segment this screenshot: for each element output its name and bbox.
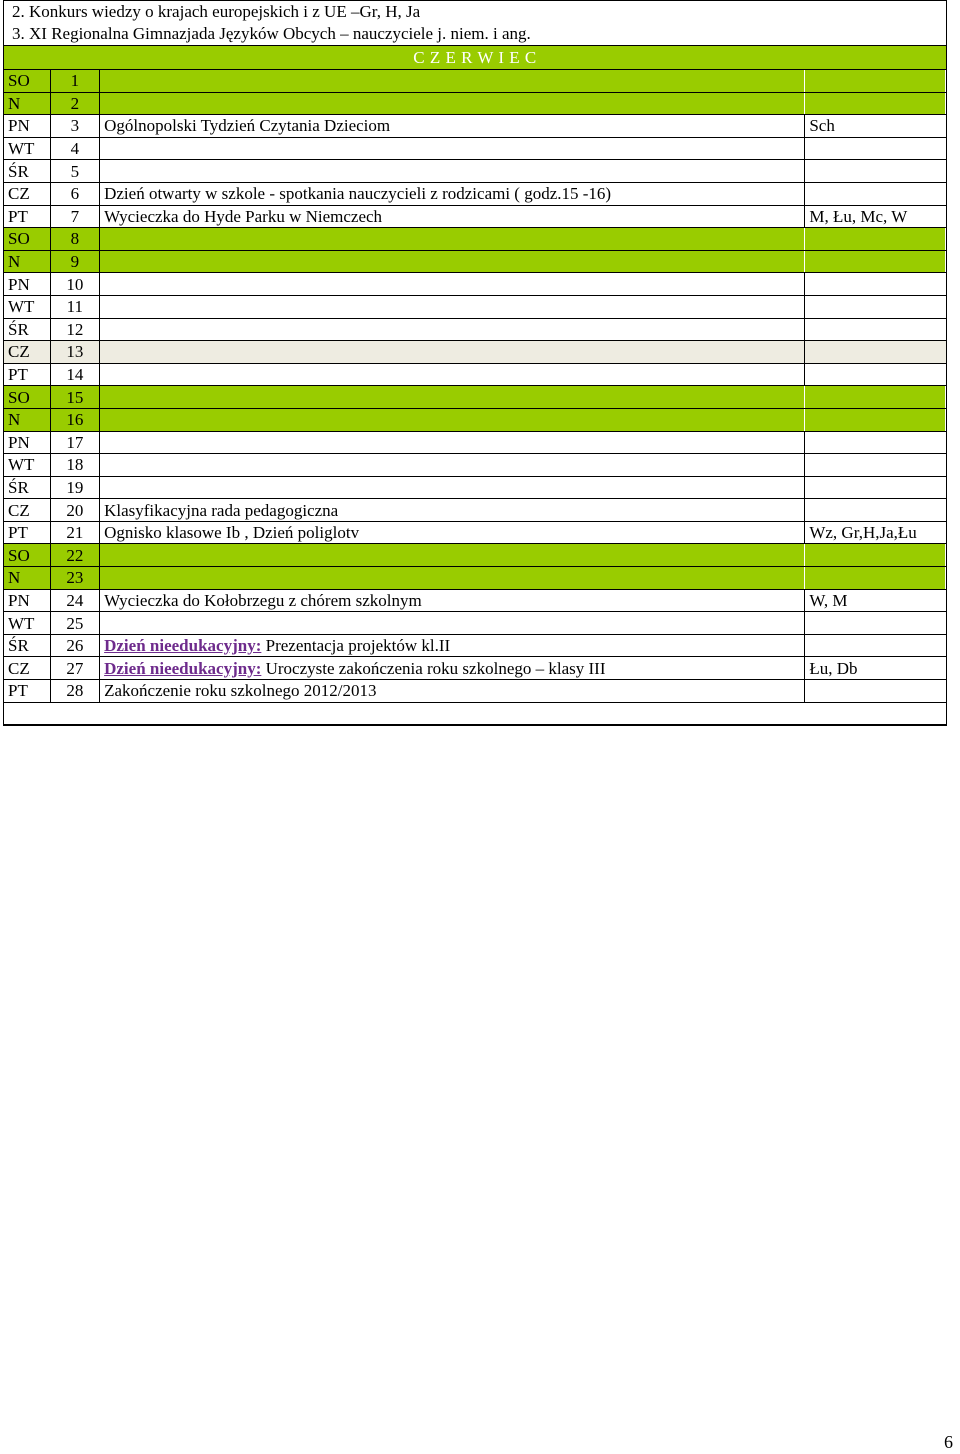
calendar-row <box>4 657 946 680</box>
calendar-row <box>4 273 946 296</box>
month-title: C Z E R W I E C <box>4 45 946 70</box>
calendar-row <box>4 363 946 386</box>
weekday-cell: PN <box>4 589 50 612</box>
calendar-row <box>4 499 946 522</box>
weekday-cell: SO <box>4 228 50 251</box>
date-cell: 22 <box>50 544 100 567</box>
event-cell <box>100 318 805 341</box>
event-cell <box>100 476 805 499</box>
weekday-cell: CZ <box>4 341 50 364</box>
event-cell: Dzień otwarty w szkole - spotkania nauczycieli z rodzicami ( godz.15 -16) <box>100 182 805 205</box>
event-cell <box>100 363 805 386</box>
weekday-cell: N <box>4 567 50 590</box>
weekday-cell: CZ <box>4 657 50 680</box>
calendar-table <box>4 70 946 703</box>
date-cell: 25 <box>50 612 100 635</box>
calendar-row <box>4 115 946 138</box>
event-cell <box>100 386 805 409</box>
responsible-cell <box>805 273 946 296</box>
calendar-row <box>4 680 946 703</box>
weekday-cell: PT <box>4 363 50 386</box>
date-cell: 7 <box>50 205 100 228</box>
responsible-cell <box>805 182 946 205</box>
empty-row <box>4 703 946 725</box>
weekday-cell: WT <box>4 612 50 635</box>
non-teaching-day-link[interactable]: Dzień nieedukacyjny: <box>104 658 262 678</box>
date-cell: 8 <box>50 228 100 251</box>
weekday-cell: WT <box>4 137 50 160</box>
responsible-cell <box>805 137 946 160</box>
responsible-cell <box>805 476 946 499</box>
event-cell <box>100 567 805 590</box>
date-cell: 24 <box>50 589 100 612</box>
weekday-cell: CZ <box>4 499 50 522</box>
responsible-cell <box>805 341 946 364</box>
date-cell: 16 <box>50 408 100 431</box>
date-cell: 1 <box>50 70 100 92</box>
responsible-cell <box>805 92 946 115</box>
non-teaching-day-link[interactable]: Dzień nieedukacyjny: <box>104 636 262 656</box>
weekday-cell: PN <box>4 273 50 296</box>
calendar-row <box>4 295 946 318</box>
intro-line: 2. Konkurs wiedzy o krajach europejskich i z UE –Gr, H, Ja <box>12 2 421 21</box>
calendar-row <box>4 386 946 409</box>
event-cell <box>100 341 805 364</box>
weekday-cell: PT <box>4 680 50 703</box>
responsible-cell <box>805 544 946 567</box>
weekday-cell: ŚR <box>4 476 50 499</box>
responsible-cell <box>805 499 946 522</box>
responsible-cell <box>805 160 946 183</box>
calendar-row <box>4 634 946 657</box>
event-cell: Klasyfikacyjna rada pedagogiczna <box>100 499 805 522</box>
date-cell: 15 <box>50 386 100 409</box>
calendar-row <box>4 567 946 590</box>
weekday-cell: WT <box>4 454 50 477</box>
weekday-cell: PT <box>4 521 50 544</box>
date-cell: 2 <box>50 92 100 115</box>
responsible-cell <box>805 634 946 657</box>
event-cell <box>100 228 805 251</box>
event-cell: Zakończenie roku szkolnego 2012/2013 <box>100 680 805 703</box>
date-cell: 5 <box>50 160 100 183</box>
calendar-row <box>4 318 946 341</box>
calendar-row <box>4 408 946 431</box>
calendar-row <box>4 205 946 228</box>
date-cell: 20 <box>50 499 100 522</box>
weekday-cell: SO <box>4 544 50 567</box>
date-cell: 12 <box>50 318 100 341</box>
calendar-row <box>4 70 946 92</box>
date-cell: 14 <box>50 363 100 386</box>
calendar-row <box>4 589 946 612</box>
responsible-cell: Wz, Gr,H,Ja,Łu <box>805 521 946 544</box>
date-cell: 19 <box>50 476 100 499</box>
event-text: Uroczyste zakończenia roku szkolnego – klasy III <box>261 658 606 678</box>
weekday-cell: SO <box>4 386 50 409</box>
event-cell <box>100 657 805 680</box>
date-cell: 27 <box>50 657 100 680</box>
event-cell <box>100 634 805 657</box>
responsible-cell: W, M <box>805 589 946 612</box>
responsible-cell <box>805 680 946 703</box>
event-cell <box>100 612 805 635</box>
responsible-cell <box>805 431 946 454</box>
date-cell: 13 <box>50 341 100 364</box>
event-cell: Wycieczka do Hyde Parku w Niemczech <box>100 205 805 228</box>
event-cell: Ogólnopolski Tydzień Czytania Dzieciom <box>100 115 805 138</box>
calendar-row <box>4 521 946 544</box>
calendar-frame <box>3 0 947 726</box>
responsible-cell <box>805 567 946 590</box>
event-cell <box>100 92 805 115</box>
date-cell: 6 <box>50 182 100 205</box>
weekday-cell: ŚR <box>4 318 50 341</box>
responsible-cell <box>805 612 946 635</box>
weekday-cell: PN <box>4 115 50 138</box>
event-cell <box>100 454 805 477</box>
responsible-cell <box>805 386 946 409</box>
calendar-row <box>4 341 946 364</box>
responsible-cell: Łu, Db <box>805 657 946 680</box>
responsible-cell <box>805 363 946 386</box>
weekday-cell: ŚR <box>4 634 50 657</box>
weekday-cell: WT <box>4 295 50 318</box>
calendar-row <box>4 228 946 251</box>
event-cell <box>100 544 805 567</box>
event-text: Prezentacja projektów kl.II <box>261 636 451 656</box>
calendar-row <box>4 92 946 115</box>
calendar-row <box>4 137 946 160</box>
weekday-cell: SO <box>4 70 50 92</box>
date-cell: 4 <box>50 137 100 160</box>
page-number: 6 <box>944 1432 953 1452</box>
date-cell: 9 <box>50 250 100 273</box>
event-cell <box>100 137 805 160</box>
responsible-cell <box>805 408 946 431</box>
responsible-cell <box>805 454 946 477</box>
intro-line: 3. XI Regionalna Gimnazjada Języków Obcych – nauczyciele j. niem. i ang. <box>12 24 531 43</box>
event-cell <box>100 295 805 318</box>
weekday-cell: PT <box>4 205 50 228</box>
responsible-cell: Sch <box>805 115 946 138</box>
calendar-row <box>4 476 946 499</box>
event-cell: Wycieczka do Kołobrzegu z chórem szkolnym <box>100 589 805 612</box>
calendar-footer-table <box>4 703 946 726</box>
weekday-cell: CZ <box>4 182 50 205</box>
calendar-row <box>4 160 946 183</box>
weekday-cell: N <box>4 250 50 273</box>
calendar-row <box>4 431 946 454</box>
event-cell <box>100 273 805 296</box>
date-cell: 11 <box>50 295 100 318</box>
date-cell: 10 <box>50 273 100 296</box>
date-cell: 21 <box>50 521 100 544</box>
date-cell: 17 <box>50 431 100 454</box>
calendar-body <box>4 70 946 702</box>
event-cell <box>100 160 805 183</box>
weekday-cell: PN <box>4 431 50 454</box>
date-cell: 26 <box>50 634 100 657</box>
responsible-cell <box>805 318 946 341</box>
event-cell: Ognisko klasowe Ib , Dzień poliglotv <box>100 521 805 544</box>
calendar-row <box>4 612 946 635</box>
responsible-cell <box>805 70 946 92</box>
event-cell <box>100 431 805 454</box>
responsible-cell <box>805 228 946 251</box>
calendar-row <box>4 250 946 273</box>
date-cell: 3 <box>50 115 100 138</box>
responsible-cell <box>805 250 946 273</box>
event-cell <box>100 250 805 273</box>
empty-cell <box>4 703 946 725</box>
calendar-row <box>4 454 946 477</box>
weekday-cell: N <box>4 92 50 115</box>
calendar-row <box>4 182 946 205</box>
responsible-cell <box>805 295 946 318</box>
event-cell <box>100 408 805 431</box>
date-cell: 28 <box>50 680 100 703</box>
intro-block <box>4 1 946 45</box>
responsible-cell: M, Łu, Mc, W <box>805 205 946 228</box>
calendar-row <box>4 544 946 567</box>
date-cell: 23 <box>50 567 100 590</box>
date-cell: 18 <box>50 454 100 477</box>
event-cell <box>100 70 805 92</box>
weekday-cell: ŚR <box>4 160 50 183</box>
weekday-cell: N <box>4 408 50 431</box>
